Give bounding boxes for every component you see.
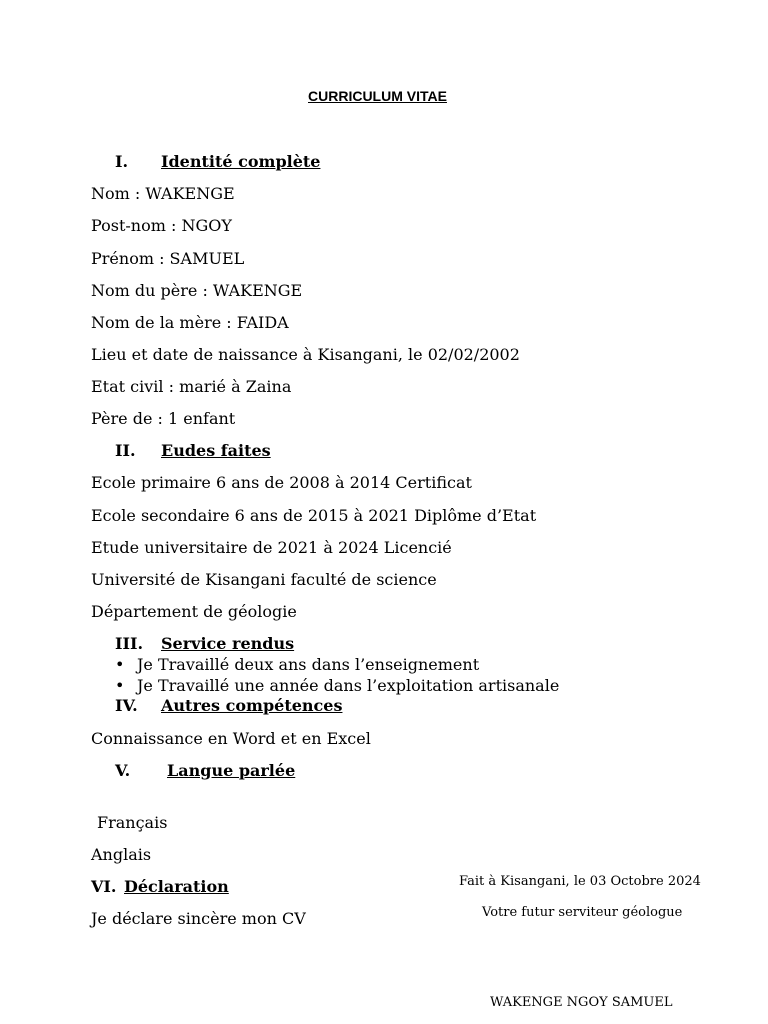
bullet-icon: •	[115, 655, 125, 674]
identity-line: Lieu et date de naissance à Kisangani, le 02/02/2002	[91, 345, 520, 364]
identity-line: Etat civil : marié à Zaina	[91, 377, 292, 396]
services-bullet-item: Je Travaillé une année dans l’exploitation artisanale	[137, 676, 560, 695]
section-title-skills: Autres compétences	[161, 696, 343, 715]
identity-line: Père de : 1 enfant	[91, 409, 236, 428]
section-title-studies: Eudes faites	[161, 441, 271, 460]
section-number-declaration: VI.	[91, 877, 117, 896]
section-title-identity: Identité complète	[161, 152, 321, 171]
identity-line: Prénom : SAMUEL	[91, 249, 245, 268]
language-line: Français	[97, 813, 168, 832]
skills-line: Connaissance en Word et en Excel	[91, 729, 371, 748]
identity-line: Nom : WAKENGE	[91, 184, 235, 203]
studies-line: Etude universitaire de 2021 à 2024 Licencié	[91, 538, 452, 557]
signature-place-date: Fait à Kisangani, le 03 Octobre 2024	[459, 874, 701, 889]
studies-line: Ecole primaire 6 ans de 2008 à 2014 Certificat	[91, 473, 472, 492]
studies-line: Département de géologie	[91, 602, 297, 621]
language-line: Anglais	[91, 845, 152, 864]
declaration-line: Je déclare sincère mon CV	[91, 909, 306, 928]
section-number-skills: IV.	[115, 696, 138, 715]
section-number-languages: V.	[115, 761, 131, 780]
section-title-languages: Langue parlée	[167, 761, 296, 780]
document-title: CURRICULUM VITAE	[308, 88, 447, 104]
bullet-icon: •	[115, 676, 125, 695]
section-number-services: III.	[115, 634, 144, 653]
section-number-studies: II.	[115, 441, 136, 460]
signature-name: WAKENGE NGOY SAMUEL	[490, 995, 673, 1010]
services-bullet-item: Je Travaillé deux ans dans l’enseignement	[137, 655, 480, 674]
section-title-services: Service rendus	[161, 634, 295, 653]
identity-line: Nom du père : WAKENGE	[91, 281, 303, 300]
identity-line: Nom de la mère : FAIDA	[91, 313, 289, 332]
section-number-identity: I.	[115, 152, 129, 171]
section-title-declaration: Déclaration	[124, 877, 229, 896]
studies-line: Ecole secondaire 6 ans de 2015 à 2021 Diplôme d’Etat	[91, 506, 537, 525]
identity-line: Post-nom : NGOY	[91, 216, 232, 235]
signature-closing: Votre futur serviteur géologue	[482, 905, 683, 920]
studies-line: Université de Kisangani faculté de science	[91, 570, 437, 589]
